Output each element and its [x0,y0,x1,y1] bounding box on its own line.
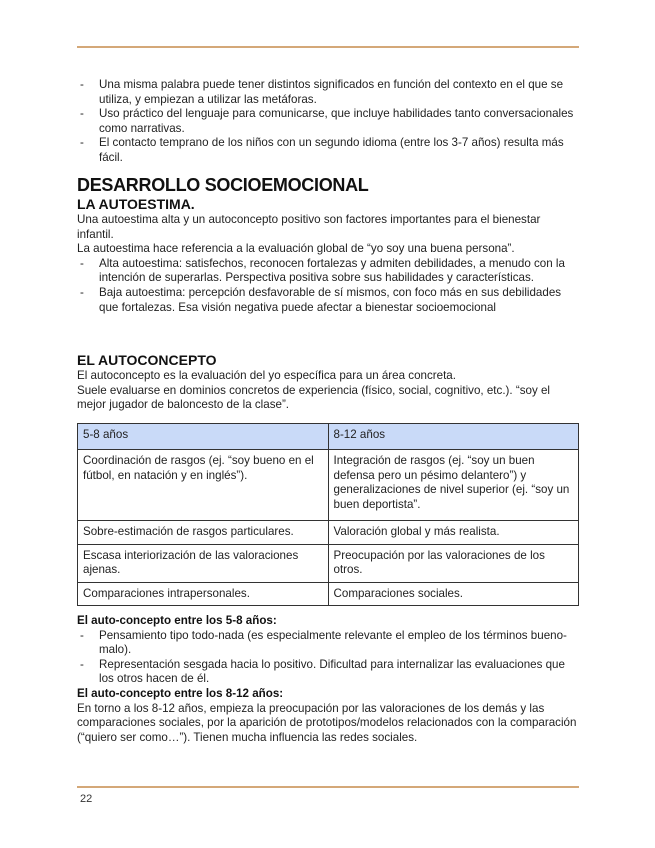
list-item: - Pensamiento tipo todo-nada (es especialmente relevante el empleo de los términos bueno-malo). [80,628,567,657]
page-number: 22 [80,793,93,805]
table-row [78,521,579,545]
header-rule [77,46,579,48]
list-item: - El contacto temprano de los niños con un segundo idioma (entre los 3-7 años) resulta más fácil. [80,136,564,164]
paragraph: En torno a los 8-12 años, empieza la preocupación por las valoraciones de los demás y las comparaciones sociales, por la aparición de prototipos/modelos relacionados con la comparación (“quiero ser como…”). Tienen mucha influencia las redes sociales. [77,701,577,744]
paragraph: El autoconcepto es la evaluación del yo específica para un área concreta. [77,369,456,382]
age-8-12-title: El auto-concepto entre los 8-12 años: [77,686,284,700]
paragraph: Una autoestima alta y un autoconcepto positivo son factores importantes para el bienestar infantil. [77,213,541,241]
table-cell: Comparaciones sociales. [328,582,579,606]
footer-rule [77,786,579,788]
table-row [78,544,579,582]
paragraph: La autoestima hace referencia a la evaluación global de “yo soy una buena persona”. [77,242,515,256]
table-header: 8-12 años [328,424,579,450]
section-title: DESARROLLO SOCIOEMOCIONAL [77,175,369,195]
table-row [78,450,579,521]
table-row [78,582,579,606]
list-item: - Uso práctico del lenguaje para comunicarse, que incluye habilidades tanto conversacionales como narrativas. [80,107,574,135]
table-header-row [78,424,579,450]
table-header: 5-8 años [78,424,329,450]
autoestima-section [77,174,579,315]
list-item: - Una misma palabra puede tener distintos significados en función del contexto en el que se utiliza, y empiezan a utilizar las metáforas. [80,78,564,106]
autoestima-title: LA AUTOESTIMA. [77,196,195,212]
table-cell: Valoración global y más realista. [328,521,579,545]
list-item: - Representación sesgada hacia lo positivo. Dificultad para internalizar las evaluaciones que los otros hacen de él. [80,657,565,686]
intro-list [77,78,579,166]
table-cell: Sobre-estimación de rasgos particulares. [78,521,329,545]
comparison-table [77,423,579,606]
age-5-8-title: El auto-concepto entre los 5-8 años: [77,614,277,627]
autoconcepto-section [77,352,579,413]
paragraph: Suele evaluarse en dominios concretos de experiencia (físico, social, cognitivo, etc.). “soy el mejor jugador de baloncesto de la clase”. [77,383,551,412]
autoconcepto-title: EL AUTOCONCEPTO [77,352,217,368]
table-cell: Escasa interiorización de las valoraciones ajenas. [78,544,329,582]
table-cell: Integración de rasgos (ej. “soy un buen defensa pero un pésimo delantero”) y generalizaciones de nivel superior (ej. “soy un buen deportista”. [328,450,579,521]
table-cell: Coordinación de rasgos (ej. “soy bueno en el fútbol, en natación y en inglés”). [78,450,329,521]
table-cell: Comparaciones intrapersonales. [78,582,329,606]
list-item: - Baja autoestima: percepción desfavorable de sí mismos, con foco más en sus debilidades que fortalezas. Esa visión negativa puede afectar a bienestar socioemocional [80,285,562,314]
age-sections [77,614,579,745]
table-cell: Preocupación por las valoraciones de los otros. [328,544,579,582]
list-item: - Alta autoestima: satisfechos, reconocen fortalezas y admiten debilidades, a menudo con la intención de superarlas. Perspectiva positiva sobre sus habilidades y características. [80,256,565,285]
